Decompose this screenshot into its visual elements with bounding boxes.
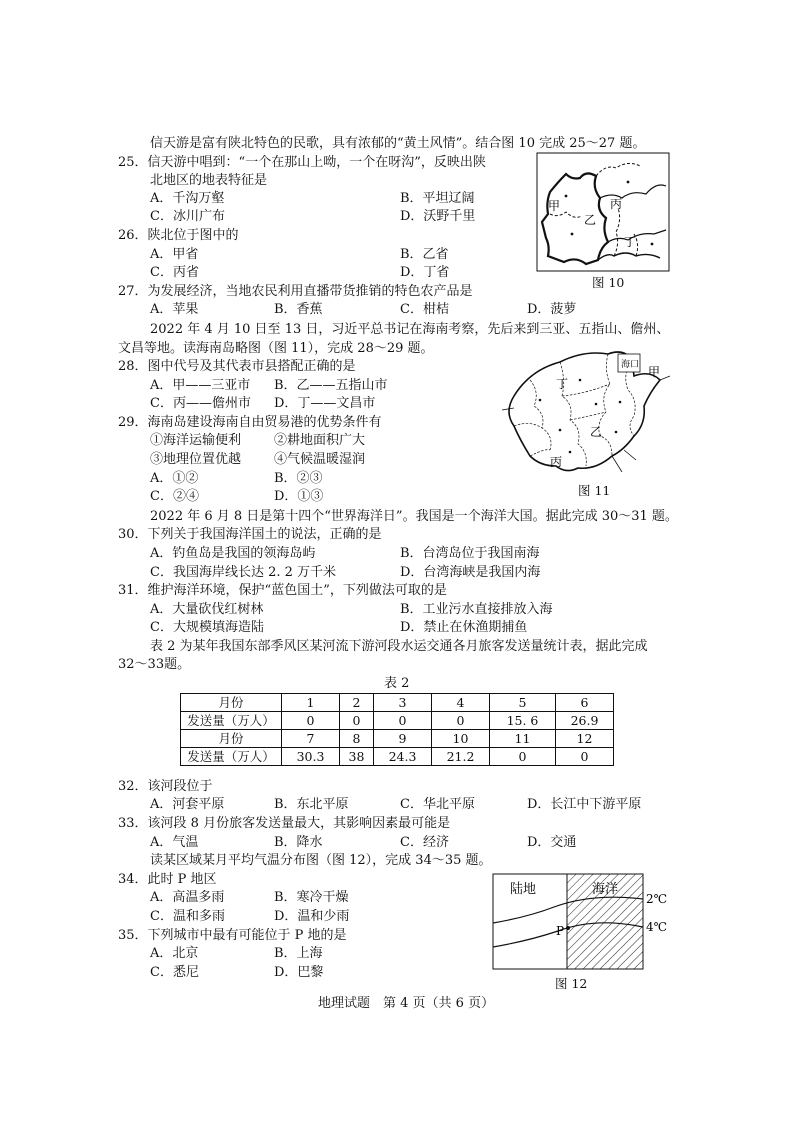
figure-12-isotherm xyxy=(492,873,674,971)
q29-option-c[interactable]: C．②④ xyxy=(150,489,199,504)
q33-stem: 33．该河段 8 月份旅客发送量最大，其影响因素最可能是 xyxy=(118,816,451,831)
q31-option-b[interactable]: B．工业污水直接排放入海 xyxy=(400,602,553,617)
figure-12-caption: 图 12 xyxy=(555,976,588,991)
q25-stem: 25．信天游中唱到：“一个在那山上呦，一个在呀沟”，反映出陕 xyxy=(118,155,486,170)
q33-option-c[interactable]: C．经济 xyxy=(400,835,449,850)
q29-stem: 29．海南岛建设海南自由贸易港的优势条件有 xyxy=(118,415,382,430)
fig11-label-yi: 乙 xyxy=(590,425,603,439)
q31-option-c[interactable]: C．大规模填海造陆 xyxy=(150,620,264,635)
q35-option-c[interactable]: C．悉尼 xyxy=(150,965,199,980)
q31-option-a[interactable]: A．大量砍伐红树林 xyxy=(150,602,264,617)
table-cell: 0 xyxy=(431,712,489,730)
intro-34-35: 读某区域某月平均气温分布图（图 12），完成 34～35 题。 xyxy=(150,853,492,868)
table-cell: 0 xyxy=(340,712,374,730)
q34-option-b[interactable]: B．寒冷干燥 xyxy=(274,890,349,905)
q32-option-b[interactable]: B．东北平原 xyxy=(274,797,349,812)
fig11-label-haikou: 海口 xyxy=(621,360,640,370)
table-cell: 26.9 xyxy=(555,712,613,730)
table-cell: 30.3 xyxy=(282,748,340,766)
q26-option-a[interactable]: A．甲省 xyxy=(150,247,199,262)
page-footer: 地理试题 第 4 页（共 6 页） xyxy=(318,996,495,1011)
q35-stem: 35．下列城市中最有可能位于 P 地的是 xyxy=(118,928,347,943)
fig10-label-ding: 丁 xyxy=(624,235,637,249)
q30-option-b[interactable]: B．台湾岛位于我国南海 xyxy=(400,546,540,561)
q34-stem: 34．此时 P 地区 xyxy=(118,872,217,887)
table-cell: 10 xyxy=(431,730,489,748)
table-cell: 11 xyxy=(489,730,555,748)
q26-option-d[interactable]: D．丁省 xyxy=(400,265,450,280)
table-cell: 8 xyxy=(340,730,374,748)
intro-28-29-line2: 文昌等地。读海南岛略图（图 11），完成 28～29 题。 xyxy=(118,341,434,356)
q30-option-d[interactable]: D．台湾海峡是我国内海 xyxy=(400,565,541,580)
q27-option-a[interactable]: A．苹果 xyxy=(150,302,199,317)
q27-stem: 27．为发展经济，当地农民利用直播带货推销的特色农产品是 xyxy=(118,284,473,299)
table-cell-header: 月份 xyxy=(181,730,282,748)
q27-option-c[interactable]: C．柑桔 xyxy=(400,302,449,317)
q33-option-b[interactable]: B．降水 xyxy=(274,835,323,850)
q29-option-d[interactable]: D．①③ xyxy=(274,489,324,504)
fig12-iso-top-label: 2℃ xyxy=(646,892,668,906)
q25-option-d[interactable]: D．沃野千里 xyxy=(400,209,476,224)
figure-11-caption: 图 11 xyxy=(578,483,611,498)
table-cell: 38 xyxy=(340,748,374,766)
q25-stem-cont: 北地区的地表特征是 xyxy=(150,173,268,188)
fig10-label-yi: 乙 xyxy=(584,213,597,227)
q31-option-d[interactable]: D．禁止在休渔期捕鱼 xyxy=(400,620,528,635)
intro-32-33-line2: 32～33题。 xyxy=(118,657,191,672)
q32-option-c[interactable]: C．华北平原 xyxy=(400,797,475,812)
fig10-label-jia: 甲 xyxy=(548,199,561,213)
point-p-label: P xyxy=(556,924,565,938)
table-cell: 7 xyxy=(282,730,340,748)
q29-item-4: ④气候温暖湿润 xyxy=(274,452,366,467)
q26-option-c[interactable]: C．丙省 xyxy=(150,265,199,280)
q32-stem: 32．该河段位于 xyxy=(118,779,213,794)
intro-30-31: 2022 年 6 月 8 日是第十四个“世界海洋日”。我国是一个海洋大国。据此完成 30～31 题。 xyxy=(150,509,678,524)
q32-option-a[interactable]: A．河套平原 xyxy=(150,797,225,812)
point-p-marker xyxy=(566,926,570,930)
table-cell: 3 xyxy=(373,694,431,712)
table-row xyxy=(181,712,614,730)
table-cell: 4 xyxy=(431,694,489,712)
q25-option-c[interactable]: C．冰川广布 xyxy=(150,209,225,224)
q25-option-b[interactable]: B．平坦辽阔 xyxy=(400,191,475,206)
q26-stem: 26．陕北位于图中的 xyxy=(118,228,239,243)
q30-stem: 30．下列关于我国海洋国土的说法，正确的是 xyxy=(118,527,382,542)
q29-item-2: ②耕地面积广大 xyxy=(274,433,366,448)
q27-option-d[interactable]: D．菠萝 xyxy=(527,302,577,317)
table-2-title: 表 2 xyxy=(384,676,410,691)
table-cell: 21.2 xyxy=(431,748,489,766)
q27-option-b[interactable]: B．香蕉 xyxy=(274,302,323,317)
table-cell: 0 xyxy=(373,712,431,730)
table-cell: 15. 6 xyxy=(489,712,555,730)
q35-option-a[interactable]: A．北京 xyxy=(150,946,199,961)
q35-option-b[interactable]: B．上海 xyxy=(274,946,323,961)
table-cell: 9 xyxy=(373,730,431,748)
table-cell: 24.3 xyxy=(373,748,431,766)
figure-11-map xyxy=(500,340,672,480)
fig11-label-ding: 丁 xyxy=(556,377,569,391)
q33-option-d[interactable]: D．交通 xyxy=(527,835,577,850)
q25-option-a[interactable]: A．千沟万壑 xyxy=(150,191,225,206)
q34-option-c[interactable]: C．温和多雨 xyxy=(150,909,225,924)
table-cell: 2 xyxy=(340,694,374,712)
q35-option-d[interactable]: D．巴黎 xyxy=(274,965,324,980)
table-cell-header: 发送量（万人） xyxy=(181,712,282,730)
table-cell-header: 月份 xyxy=(181,694,282,712)
table-cell-header: 发送量（万人） xyxy=(181,748,282,766)
fig12-iso-bottom-label: 4℃ xyxy=(646,920,668,934)
fig12-land-label: 陆地 xyxy=(510,882,537,897)
q34-option-a[interactable]: A．高温多雨 xyxy=(150,890,225,905)
figure-10-map xyxy=(536,152,670,272)
table-cell: 12 xyxy=(555,730,613,748)
fig10-label-bing: 丙 xyxy=(610,197,623,211)
table-2 xyxy=(180,693,614,766)
q34-option-d[interactable]: D．温和少雨 xyxy=(274,909,350,924)
table-cell: 0 xyxy=(489,748,555,766)
intro-32-33-line1: 表 2 为某年我国东部季风区某河流下游河段水运交通各月旅客发送量统计表，据此完成 xyxy=(150,639,648,654)
table-cell: 5 xyxy=(489,694,555,712)
q30-option-a[interactable]: A．钓鱼岛是我国的领海岛屿 xyxy=(150,546,316,561)
q29-option-b[interactable]: B．②③ xyxy=(274,471,323,486)
q28-stem: 28．图中代号及其代表市县搭配正确的是 xyxy=(118,359,356,374)
table-cell: 0 xyxy=(555,748,613,766)
q28-option-d[interactable]: D．丁——文昌市 xyxy=(274,396,376,411)
intro-25-27: 信天游是富有陕北特色的民歌，具有浓郁的“黄土风情”。结合图 10 完成 25～27 题。 xyxy=(150,136,646,151)
table-row xyxy=(181,730,614,748)
q32-option-d[interactable]: D．长江中下游平原 xyxy=(527,797,642,812)
q29-item-3: ③地理位置优越 xyxy=(150,452,242,467)
table-cell: 1 xyxy=(282,694,340,712)
figure-10-caption: 图 10 xyxy=(592,275,625,290)
q30-option-c[interactable]: C．我国海岸线长达 2. 2 万千米 xyxy=(150,565,337,580)
fig12-ocean-label: 海洋 xyxy=(592,882,619,897)
fig11-label-jia: 甲 xyxy=(648,365,661,379)
table-row xyxy=(181,748,614,766)
q26-option-b[interactable]: B．乙省 xyxy=(400,247,449,262)
q31-stem: 31．维护海洋环境，保护“蓝色国土”，下列做法可取的是 xyxy=(118,583,447,598)
table-cell: 0 xyxy=(282,712,340,730)
q28-option-a[interactable]: A．甲——三亚市 xyxy=(150,378,251,393)
fig11-label-bing: 丙 xyxy=(550,455,563,469)
table-cell: 6 xyxy=(555,694,613,712)
intro-28-29-line1: 2022 年 4 月 10 日至 13 日，习近平总书记在海南考察，先后来到三亚、五指山、儋州、 xyxy=(150,322,670,337)
table-row xyxy=(181,694,614,712)
q28-option-b[interactable]: B．乙——五指山市 xyxy=(274,378,388,393)
q28-option-c[interactable]: C．丙——儋州市 xyxy=(150,396,251,411)
q29-item-1: ①海洋运输便利 xyxy=(150,433,242,448)
q33-option-a[interactable]: A．气温 xyxy=(150,835,199,850)
q29-option-a[interactable]: A．①② xyxy=(150,471,199,486)
